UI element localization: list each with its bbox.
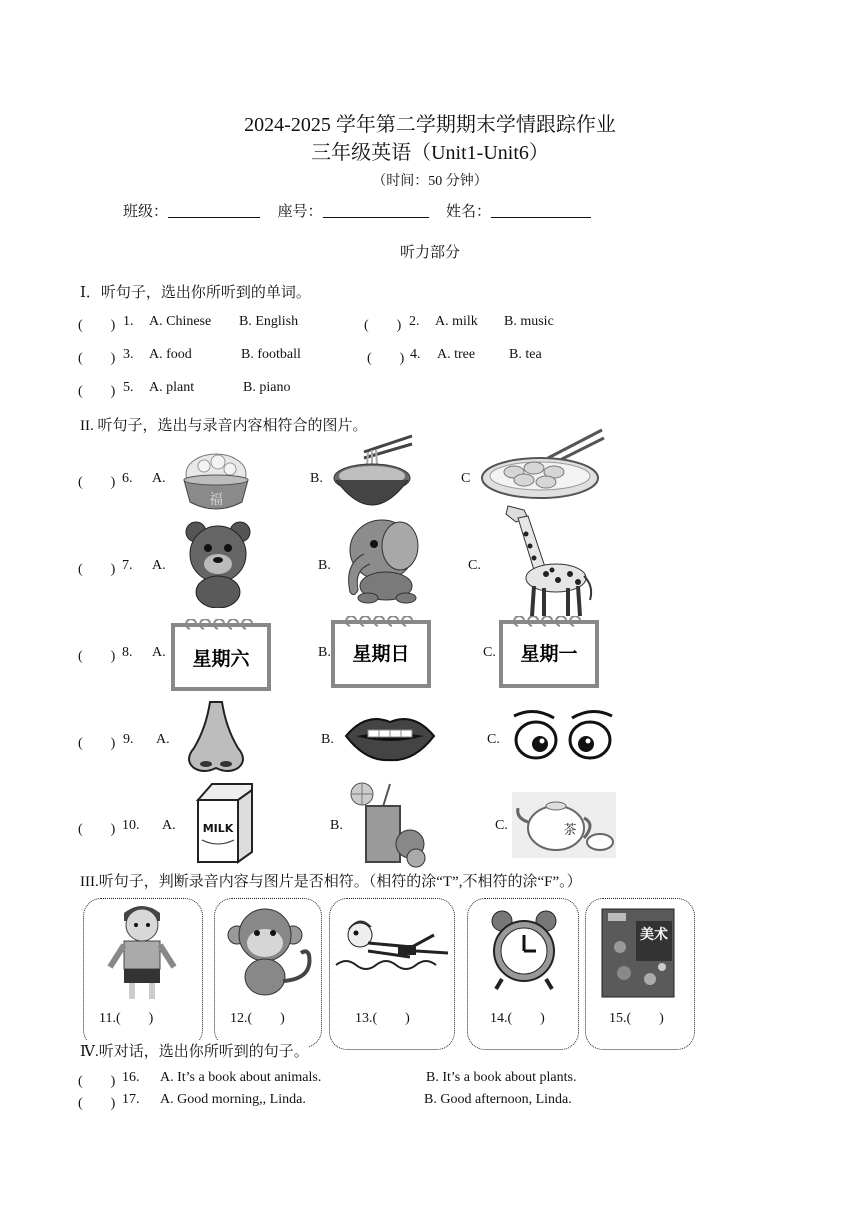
art-book-image[interactable] — [600, 907, 676, 999]
exam-title: 2024-2025 学年第二学期期末学情跟踪作业 — [244, 114, 616, 136]
q6-num: 6. — [122, 471, 133, 486]
q3-paren[interactable]: ( ) — [78, 351, 116, 366]
q10-option-c: C. — [495, 818, 508, 833]
q6-option-b: B. — [310, 471, 323, 486]
nose-image[interactable] — [180, 698, 252, 776]
q3-option-b: B. football — [241, 347, 301, 362]
calendar-sunday-text: 星期日 — [352, 643, 410, 665]
noodle-bowl-image[interactable] — [330, 430, 416, 514]
q4-num: 4. — [410, 347, 421, 362]
q1-option-a: A. Chinese — [149, 314, 212, 329]
q3-option-a: A. food — [149, 347, 192, 362]
name-blank[interactable] — [491, 203, 591, 218]
monkey-image[interactable] — [225, 905, 315, 999]
student-info-row — [123, 200, 591, 221]
section1-title: Ⅰ．听句子，选出你所听到的单词。 — [80, 285, 311, 301]
boy-image[interactable] — [102, 901, 184, 1005]
calendar-monday-text: 星期一 — [520, 643, 578, 665]
milk-carton-image[interactable] — [190, 780, 258, 866]
q13-label[interactable]: 13.( ) — [355, 1011, 410, 1026]
section4-title: Ⅳ.听对话，选出你所听到的句子。 — [80, 1040, 309, 1061]
q6-paren[interactable]: ( ) — [78, 475, 116, 490]
q8-paren[interactable]: ( ) — [78, 649, 116, 664]
q3-num: 3. — [123, 347, 134, 362]
q12-label[interactable]: 12.( ) — [230, 1011, 285, 1026]
eyes-image[interactable] — [510, 706, 616, 764]
swimmer-image[interactable] — [332, 907, 454, 987]
q8-option-a: A. — [152, 645, 166, 660]
calendar-saturday-image[interactable] — [170, 619, 272, 693]
class-blank[interactable] — [168, 203, 260, 218]
bear-image[interactable] — [180, 518, 256, 608]
q17-option-b: B. Good afternoon, Linda. — [424, 1092, 572, 1107]
q1-paren[interactable]: ( ) — [78, 318, 116, 333]
calendar-saturday-text: 星期六 — [192, 648, 250, 670]
alarm-clock-image[interactable] — [488, 907, 560, 991]
q4-option-a: A. tree — [437, 347, 476, 362]
q2-option-a: A. milk — [435, 314, 478, 329]
q17-num: 17. — [122, 1092, 140, 1107]
q7-option-a: A. — [152, 558, 166, 573]
mouth-image[interactable] — [342, 706, 438, 766]
q7-option-c: C. — [468, 558, 481, 573]
q9-option-b: B. — [321, 732, 334, 747]
q15-label[interactable]: 15.( ) — [609, 1011, 664, 1026]
q8-option-b: B. — [318, 645, 331, 660]
seat-label: 座号： — [277, 204, 323, 220]
card-12 — [214, 898, 322, 1048]
q11-label[interactable]: 11.( ) — [99, 1011, 154, 1026]
q16-paren[interactable]: ( ) — [78, 1074, 116, 1089]
listening-title: 听力部分 — [399, 245, 460, 261]
q4-paren[interactable]: ( ) — [367, 351, 405, 366]
q5-option-a: A. plant — [149, 380, 195, 395]
card-11 — [83, 898, 203, 1048]
q9-num: 9. — [123, 732, 134, 747]
q16-option-a: A. It’s a book about animals. — [160, 1070, 322, 1085]
q10-num: 10. — [122, 818, 140, 833]
q6-option-a: A. — [152, 471, 166, 486]
q5-option-b: B. piano — [243, 380, 291, 395]
teapot-char: 茶 — [563, 823, 577, 838]
juice-image[interactable] — [346, 780, 428, 868]
giraffe-image[interactable] — [494, 500, 598, 620]
q17-paren[interactable]: ( ) — [78, 1096, 116, 1111]
card-14 — [467, 898, 579, 1050]
q5-num: 5. — [123, 380, 134, 395]
section3-title: III.听句子，判断录音内容与图片是否相符。（相符的涂“T”,不相符的涂“F”。） — [80, 874, 582, 890]
q16-num: 16. — [122, 1070, 140, 1085]
rice-bowl-char: 福 — [209, 492, 223, 508]
q9-option-a: A. — [156, 732, 170, 747]
section2-title: II. 听句子，选出与录音内容相符合的图片。 — [80, 418, 368, 434]
q2-paren[interactable]: ( ) — [364, 318, 402, 333]
elephant-image[interactable] — [336, 514, 420, 606]
q2-num: 2. — [409, 314, 420, 329]
q4-option-b: B. tea — [509, 347, 542, 362]
q16-option-b: B. It’s a book about plants. — [426, 1070, 577, 1085]
exam-subtitle: 三年级英语（Unit1-Unit6） — [311, 142, 549, 164]
rice-bowl-image[interactable] — [178, 436, 254, 518]
card-13 — [329, 898, 455, 1050]
q1-option-b: B. English — [239, 314, 299, 329]
q10-option-a: A. — [162, 818, 176, 833]
q1-num: 1. — [123, 314, 134, 329]
q7-paren[interactable]: ( ) — [78, 562, 116, 577]
q10-option-b: B. — [330, 818, 343, 833]
art-book-title: 美术 — [640, 927, 668, 943]
q10-paren[interactable]: ( ) — [78, 822, 116, 837]
q9-paren[interactable]: ( ) — [78, 736, 116, 751]
calendar-monday-image[interactable] — [498, 616, 600, 690]
q2-option-b: B. music — [504, 314, 554, 329]
q7-num: 7. — [122, 558, 133, 573]
q6-option-c: C — [461, 471, 471, 486]
dumplings-plate-image[interactable] — [478, 428, 608, 502]
q17-option-a: A. Good morning,, Linda. — [160, 1092, 306, 1107]
q5-paren[interactable]: ( ) — [78, 384, 116, 399]
q9-option-c: C. — [487, 732, 500, 747]
name-label: 姓名： — [446, 204, 492, 220]
q8-option-c: C. — [483, 645, 496, 660]
card-15 — [585, 898, 695, 1050]
q14-label[interactable]: 14.( ) — [490, 1011, 545, 1026]
seat-blank[interactable] — [323, 203, 429, 218]
exam-time: （时间：50 分钟） — [372, 174, 488, 189]
teapot-image[interactable] — [512, 792, 616, 858]
q7-option-b: B. — [318, 558, 331, 573]
calendar-sunday-image[interactable] — [330, 616, 432, 690]
class-label: 班级： — [123, 204, 169, 220]
milk-carton-text: MILK — [202, 822, 234, 835]
q8-num: 8. — [122, 645, 133, 660]
